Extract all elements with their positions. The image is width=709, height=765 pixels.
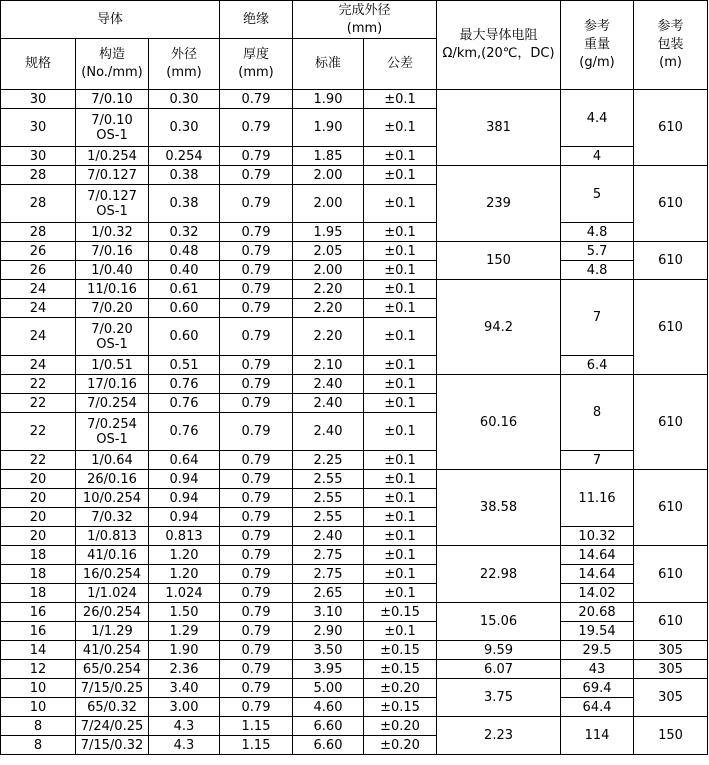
gauge-cell: 10 bbox=[1, 679, 76, 698]
resistance-cell: 150 bbox=[437, 242, 561, 280]
gauge-cell: 10 bbox=[1, 698, 76, 717]
od-standard-cell: 3.10 bbox=[293, 603, 364, 622]
gauge-cell: 30 bbox=[1, 109, 76, 147]
conductor-od-cell: 1.024 bbox=[149, 584, 220, 603]
insulation-group-header: 绝缘 bbox=[220, 1, 293, 39]
weight-cell: 5 bbox=[561, 166, 634, 223]
construction-cell: 7/15/0.32 bbox=[76, 736, 149, 755]
od-tolerance-cell: ±0.15 bbox=[364, 603, 437, 622]
thickness-cell: 1.15 bbox=[220, 717, 293, 736]
max-resistance-header: 最大导体电阻 Ω/km,(20℃，DC) bbox=[437, 1, 561, 90]
resistance-cell: 60.16 bbox=[437, 375, 561, 470]
gauge-cell: 24 bbox=[1, 318, 76, 356]
conductor-od-cell: 0.60 bbox=[149, 318, 220, 356]
construction-cell: 7/0.32 bbox=[76, 508, 149, 527]
thickness-cell: 1.15 bbox=[220, 736, 293, 755]
thickness-cell: 0.79 bbox=[220, 261, 293, 280]
construction-cell: 7/0.254 OS-1 bbox=[76, 413, 149, 451]
package-cell: 610 bbox=[634, 603, 708, 641]
gauge-cell: 22 bbox=[1, 394, 76, 413]
resistance-cell: 6.07 bbox=[437, 660, 561, 679]
conductor-od-cell: 0.30 bbox=[149, 109, 220, 147]
od-standard-cell: 2.55 bbox=[293, 508, 364, 527]
table-row bbox=[1, 375, 708, 394]
thickness-cell: 0.79 bbox=[220, 280, 293, 299]
construction-cell: 7/0.10 OS-1 bbox=[76, 109, 149, 147]
od-tolerance-cell: ±0.1 bbox=[364, 489, 437, 508]
od-standard-cell: 2.00 bbox=[293, 185, 364, 223]
od-standard-cell: 1.95 bbox=[293, 223, 364, 242]
resistance-cell: 94.2 bbox=[437, 280, 561, 375]
gauge-cell: 30 bbox=[1, 90, 76, 109]
conductor-od-cell: 0.60 bbox=[149, 299, 220, 318]
weight-cell: 14.64 bbox=[561, 546, 634, 565]
gauge-cell: 24 bbox=[1, 299, 76, 318]
conductor-od-cell: 4.3 bbox=[149, 736, 220, 755]
thickness-cell: 0.79 bbox=[220, 451, 293, 470]
gauge-cell: 26 bbox=[1, 261, 76, 280]
od-standard-cell: 3.95 bbox=[293, 660, 364, 679]
construction-cell: 1/0.254 bbox=[76, 147, 149, 166]
conductor-od-cell: 0.94 bbox=[149, 508, 220, 527]
thickness-cell: 0.79 bbox=[220, 166, 293, 185]
package-cell: 150 bbox=[634, 717, 708, 755]
od-tolerance-cell: ±0.1 bbox=[364, 470, 437, 489]
thickness-cell: 0.79 bbox=[220, 603, 293, 622]
gauge-cell: 18 bbox=[1, 565, 76, 584]
resistance-cell: 22.98 bbox=[437, 546, 561, 603]
od-standard-cell: 4.60 bbox=[293, 698, 364, 717]
thickness-cell: 0.79 bbox=[220, 375, 293, 394]
weight-cell: 4.8 bbox=[561, 223, 634, 242]
table-row bbox=[1, 90, 708, 109]
od-standard-cell: 2.05 bbox=[293, 242, 364, 261]
od-tolerance-cell: ±0.1 bbox=[364, 546, 437, 565]
ref-package-header: 参考 包装 (m) bbox=[634, 1, 708, 90]
od-tolerance-cell: ±0.1 bbox=[364, 622, 437, 641]
construction-cell: 1/0.40 bbox=[76, 261, 149, 280]
conductor-od-cell: 0.64 bbox=[149, 451, 220, 470]
package-cell: 305 bbox=[634, 679, 708, 717]
thickness-cell: 0.79 bbox=[220, 90, 293, 109]
od-standard-cell: 1.85 bbox=[293, 147, 364, 166]
thickness-cell: 0.79 bbox=[220, 698, 293, 717]
thickness-cell: 0.79 bbox=[220, 185, 293, 223]
thickness-cell: 0.79 bbox=[220, 546, 293, 565]
table-row bbox=[1, 261, 708, 280]
construction-cell: 1/1.024 bbox=[76, 584, 149, 603]
package-cell: 610 bbox=[634, 546, 708, 603]
thickness-cell: 0.79 bbox=[220, 147, 293, 166]
resistance-cell: 2.23 bbox=[437, 717, 561, 755]
thickness-cell: 0.79 bbox=[220, 489, 293, 508]
od-standard-cell: 2.90 bbox=[293, 622, 364, 641]
od-tolerance-cell: ±0.1 bbox=[364, 185, 437, 223]
table-row bbox=[1, 147, 708, 166]
thickness-cell: 0.79 bbox=[220, 679, 293, 698]
package-cell: 610 bbox=[634, 166, 708, 242]
resistance-cell: 9.59 bbox=[437, 641, 561, 660]
od-tolerance-cell: ±0.1 bbox=[364, 223, 437, 242]
table-row bbox=[1, 356, 708, 375]
table-row bbox=[1, 679, 708, 698]
thickness-cell: 0.79 bbox=[220, 223, 293, 242]
od-standard-cell: 2.20 bbox=[293, 299, 364, 318]
construction-cell: 1/1.29 bbox=[76, 622, 149, 641]
thickness-cell: 0.79 bbox=[220, 565, 293, 584]
construction-cell: 7/0.16 bbox=[76, 242, 149, 261]
resistance-cell: 3.75 bbox=[437, 679, 561, 717]
standard-header: 标准 bbox=[293, 39, 364, 90]
gauge-cell: 18 bbox=[1, 584, 76, 603]
thickness-cell: 0.79 bbox=[220, 584, 293, 603]
construction-cell: 7/0.127 OS-1 bbox=[76, 185, 149, 223]
weight-cell: 11.16 bbox=[561, 470, 634, 527]
package-cell: 610 bbox=[634, 470, 708, 546]
conductor-od-cell: 4.3 bbox=[149, 717, 220, 736]
gauge-cell: 28 bbox=[1, 223, 76, 242]
weight-cell: 7 bbox=[561, 280, 634, 356]
od-tolerance-cell: ±0.15 bbox=[364, 660, 437, 679]
conductor-od-cell: 0.61 bbox=[149, 280, 220, 299]
weight-cell: 43 bbox=[561, 660, 634, 679]
weight-cell: 5.7 bbox=[561, 242, 634, 261]
table-row bbox=[1, 223, 708, 242]
od-standard-cell: 1.90 bbox=[293, 109, 364, 147]
gauge-cell: 24 bbox=[1, 280, 76, 299]
conductor-od-header: 外径 (mm) bbox=[149, 39, 220, 90]
thickness-cell: 0.79 bbox=[220, 660, 293, 679]
conductor-od-cell: 0.38 bbox=[149, 185, 220, 223]
weight-cell: 69.4 bbox=[561, 679, 634, 698]
construction-cell: 7/15/0.25 bbox=[76, 679, 149, 698]
gauge-cell: 20 bbox=[1, 527, 76, 546]
weight-cell: 4.4 bbox=[561, 90, 634, 147]
table-row bbox=[1, 565, 708, 584]
gauge-cell: 18 bbox=[1, 546, 76, 565]
od-tolerance-cell: ±0.1 bbox=[364, 413, 437, 451]
gauge-cell: 8 bbox=[1, 717, 76, 736]
gauge-cell: 16 bbox=[1, 622, 76, 641]
construction-cell: 1/0.813 bbox=[76, 527, 149, 546]
ref-weight-header: 参考 重量 (g/m) bbox=[561, 1, 634, 90]
od-tolerance-cell: ±0.1 bbox=[364, 527, 437, 546]
thickness-cell: 0.79 bbox=[220, 641, 293, 660]
construction-cell: 7/0.10 bbox=[76, 90, 149, 109]
od-standard-cell: 2.20 bbox=[293, 318, 364, 356]
table-row bbox=[1, 717, 708, 736]
table-row bbox=[1, 546, 708, 565]
weight-cell: 19.54 bbox=[561, 622, 634, 641]
thickness-cell: 0.79 bbox=[220, 299, 293, 318]
construction-cell: 7/0.254 bbox=[76, 394, 149, 413]
od-standard-cell: 2.65 bbox=[293, 584, 364, 603]
od-standard-cell: 2.00 bbox=[293, 166, 364, 185]
conductor-od-cell: 2.36 bbox=[149, 660, 220, 679]
thickness-cell: 0.79 bbox=[220, 527, 293, 546]
construction-cell: 17/0.16 bbox=[76, 375, 149, 394]
gauge-cell: 20 bbox=[1, 470, 76, 489]
conductor-od-cell: 3.00 bbox=[149, 698, 220, 717]
construction-cell: 16/0.254 bbox=[76, 565, 149, 584]
construction-cell: 10/0.254 bbox=[76, 489, 149, 508]
gauge-cell: 20 bbox=[1, 489, 76, 508]
gauge-cell: 20 bbox=[1, 508, 76, 527]
construction-cell: 41/0.16 bbox=[76, 546, 149, 565]
finished-od-group-header: 完成外径 (mm) bbox=[293, 1, 437, 39]
resistance-cell: 15.06 bbox=[437, 603, 561, 641]
conductor-od-cell: 0.48 bbox=[149, 242, 220, 261]
construction-cell: 26/0.254 bbox=[76, 603, 149, 622]
od-tolerance-cell: ±0.1 bbox=[364, 299, 437, 318]
package-cell: 610 bbox=[634, 280, 708, 375]
gauge-cell: 26 bbox=[1, 242, 76, 261]
tolerance-header: 公差 bbox=[364, 39, 437, 90]
weight-cell: 20.68 bbox=[561, 603, 634, 622]
construction-cell: 1/0.64 bbox=[76, 451, 149, 470]
construction-header: 构造 (No./mm) bbox=[76, 39, 149, 90]
conductor-od-cell: 0.51 bbox=[149, 356, 220, 375]
od-tolerance-cell: ±0.1 bbox=[364, 261, 437, 280]
gauge-cell: 28 bbox=[1, 185, 76, 223]
od-tolerance-cell: ±0.1 bbox=[364, 166, 437, 185]
thickness-cell: 0.79 bbox=[220, 470, 293, 489]
gauge-cell: 8 bbox=[1, 736, 76, 755]
gauge-cell: 12 bbox=[1, 660, 76, 679]
od-tolerance-cell: ±0.1 bbox=[364, 356, 437, 375]
gauge-cell: 22 bbox=[1, 413, 76, 451]
gauge-cell: 28 bbox=[1, 166, 76, 185]
conductor-od-cell: 1.20 bbox=[149, 565, 220, 584]
od-tolerance-cell: ±0.20 bbox=[364, 736, 437, 755]
thickness-cell: 0.79 bbox=[220, 394, 293, 413]
table-row bbox=[1, 527, 708, 546]
conductor-od-cell: 1.90 bbox=[149, 641, 220, 660]
conductor-od-cell: 0.76 bbox=[149, 394, 220, 413]
conductor-group-header: 导体 bbox=[1, 1, 220, 39]
construction-cell: 65/0.32 bbox=[76, 698, 149, 717]
od-tolerance-cell: ±0.1 bbox=[364, 242, 437, 261]
od-tolerance-cell: ±0.1 bbox=[364, 508, 437, 527]
od-tolerance-cell: ±0.1 bbox=[364, 565, 437, 584]
od-tolerance-cell: ±0.1 bbox=[364, 584, 437, 603]
conductor-od-cell: 1.20 bbox=[149, 546, 220, 565]
table-row bbox=[1, 242, 708, 261]
od-standard-cell: 2.10 bbox=[293, 356, 364, 375]
table-row bbox=[1, 641, 708, 660]
od-tolerance-cell: ±0.15 bbox=[364, 698, 437, 717]
od-standard-cell: 5.00 bbox=[293, 679, 364, 698]
gauge-cell: 30 bbox=[1, 147, 76, 166]
weight-cell: 8 bbox=[561, 375, 634, 451]
od-tolerance-cell: ±0.1 bbox=[364, 280, 437, 299]
weight-cell: 10.32 bbox=[561, 527, 634, 546]
construction-cell: 7/0.20 OS-1 bbox=[76, 318, 149, 356]
od-standard-cell: 6.60 bbox=[293, 736, 364, 755]
conductor-od-cell: 0.813 bbox=[149, 527, 220, 546]
conductor-od-cell: 0.94 bbox=[149, 489, 220, 508]
thickness-cell: 0.79 bbox=[220, 242, 293, 261]
od-standard-cell: 3.50 bbox=[293, 641, 364, 660]
thickness-cell: 0.79 bbox=[220, 356, 293, 375]
od-tolerance-cell: ±0.1 bbox=[364, 451, 437, 470]
od-standard-cell: 2.75 bbox=[293, 565, 364, 584]
weight-cell: 114 bbox=[561, 717, 634, 755]
construction-cell: 41/0.254 bbox=[76, 641, 149, 660]
gauge-cell: 22 bbox=[1, 451, 76, 470]
weight-cell: 4 bbox=[561, 147, 634, 166]
od-tolerance-cell: ±0.1 bbox=[364, 109, 437, 147]
od-standard-cell: 6.60 bbox=[293, 717, 364, 736]
weight-cell: 29.5 bbox=[561, 641, 634, 660]
gauge-cell: 24 bbox=[1, 356, 76, 375]
od-standard-cell: 2.55 bbox=[293, 489, 364, 508]
conductor-od-cell: 0.94 bbox=[149, 470, 220, 489]
conductor-od-cell: 1.29 bbox=[149, 622, 220, 641]
od-tolerance-cell: ±0.1 bbox=[364, 394, 437, 413]
table-row bbox=[1, 451, 708, 470]
package-cell: 610 bbox=[634, 242, 708, 280]
od-tolerance-cell: ±0.1 bbox=[364, 375, 437, 394]
conductor-od-cell: 0.254 bbox=[149, 147, 220, 166]
od-standard-cell: 2.40 bbox=[293, 413, 364, 451]
od-tolerance-cell: ±0.1 bbox=[364, 90, 437, 109]
construction-cell: 7/0.20 bbox=[76, 299, 149, 318]
od-standard-cell: 2.40 bbox=[293, 527, 364, 546]
od-standard-cell: 2.20 bbox=[293, 280, 364, 299]
conductor-od-cell: 3.40 bbox=[149, 679, 220, 698]
thickness-cell: 0.79 bbox=[220, 413, 293, 451]
table-row bbox=[1, 698, 708, 717]
conductor-od-cell: 1.50 bbox=[149, 603, 220, 622]
conductor-od-cell: 0.38 bbox=[149, 166, 220, 185]
od-tolerance-cell: ±0.20 bbox=[364, 679, 437, 698]
od-standard-cell: 2.40 bbox=[293, 375, 364, 394]
od-standard-cell: 1.90 bbox=[293, 90, 364, 109]
gauge-cell: 22 bbox=[1, 375, 76, 394]
package-cell: 305 bbox=[634, 660, 708, 679]
thickness-cell: 0.79 bbox=[220, 318, 293, 356]
od-standard-cell: 2.40 bbox=[293, 394, 364, 413]
header-row-top bbox=[1, 1, 708, 39]
table-row bbox=[1, 660, 708, 679]
thickness-header: 厚度 (mm) bbox=[220, 39, 293, 90]
table-row bbox=[1, 584, 708, 603]
table-row bbox=[1, 603, 708, 622]
weight-cell: 64.4 bbox=[561, 698, 634, 717]
gauge-cell: 14 bbox=[1, 641, 76, 660]
weight-cell: 6.4 bbox=[561, 356, 634, 375]
resistance-cell: 239 bbox=[437, 166, 561, 242]
conductor-od-cell: 0.76 bbox=[149, 375, 220, 394]
thickness-cell: 0.79 bbox=[220, 508, 293, 527]
construction-cell: 7/24/0.25 bbox=[76, 717, 149, 736]
conductor-od-cell: 0.30 bbox=[149, 90, 220, 109]
table-row bbox=[1, 622, 708, 641]
od-standard-cell: 2.55 bbox=[293, 470, 364, 489]
weight-cell: 14.02 bbox=[561, 584, 634, 603]
table-row bbox=[1, 166, 708, 185]
od-tolerance-cell: ±0.20 bbox=[364, 717, 437, 736]
thickness-cell: 0.79 bbox=[220, 622, 293, 641]
conductor-od-cell: 0.76 bbox=[149, 413, 220, 451]
gauge-cell: 16 bbox=[1, 603, 76, 622]
od-tolerance-cell: ±0.1 bbox=[364, 147, 437, 166]
od-tolerance-cell: ±0.15 bbox=[364, 641, 437, 660]
conductor-od-cell: 0.32 bbox=[149, 223, 220, 242]
table-row bbox=[1, 470, 708, 489]
od-standard-cell: 2.00 bbox=[293, 261, 364, 280]
package-cell: 305 bbox=[634, 641, 708, 660]
construction-cell: 7/0.127 bbox=[76, 166, 149, 185]
weight-cell: 14.64 bbox=[561, 565, 634, 584]
construction-cell: 1/0.32 bbox=[76, 223, 149, 242]
construction-cell: 65/0.254 bbox=[76, 660, 149, 679]
resistance-cell: 381 bbox=[437, 90, 561, 166]
table-row bbox=[1, 280, 708, 299]
construction-cell: 1/0.51 bbox=[76, 356, 149, 375]
package-cell: 610 bbox=[634, 90, 708, 166]
od-standard-cell: 2.25 bbox=[293, 451, 364, 470]
conductor-od-cell: 0.40 bbox=[149, 261, 220, 280]
resistance-cell: 38.58 bbox=[437, 470, 561, 546]
od-standard-cell: 2.75 bbox=[293, 546, 364, 565]
thickness-cell: 0.79 bbox=[220, 109, 293, 147]
gauge-header: 规格 bbox=[1, 39, 76, 90]
construction-cell: 26/0.16 bbox=[76, 470, 149, 489]
weight-cell: 7 bbox=[561, 451, 634, 470]
weight-cell: 4.8 bbox=[561, 261, 634, 280]
package-cell: 610 bbox=[634, 375, 708, 470]
construction-cell: 11/0.16 bbox=[76, 280, 149, 299]
od-tolerance-cell: ±0.1 bbox=[364, 318, 437, 356]
